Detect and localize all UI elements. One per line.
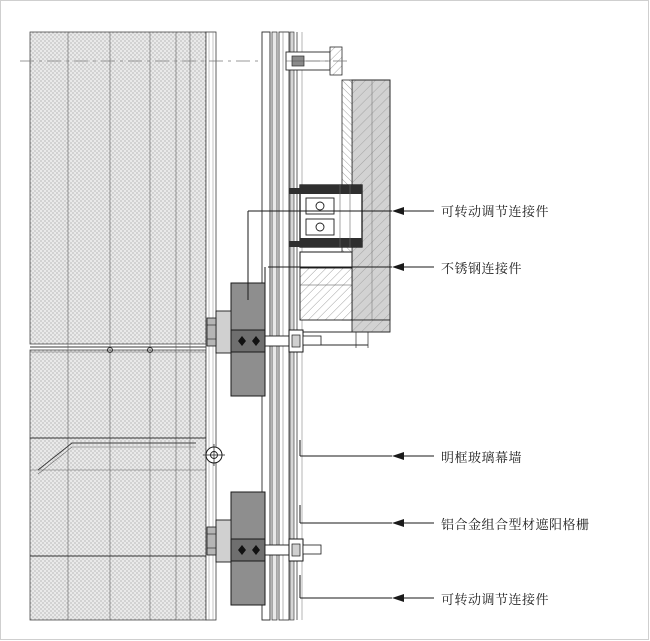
callout-rotatable-top: 可转动调节连接件 [441,205,550,220]
callout-glass-curtain-wall: 明框玻璃幕墙 [441,451,523,466]
leader-arrow-tails [404,211,434,598]
curtain-wall-mullion-stack [262,32,302,620]
callout-rotatable-bottom: 可转动调节连接件 [441,593,550,608]
left-glass-panel-assembly [30,32,206,620]
upper-rotatable-bracket [289,185,362,247]
callout-aluminum-louver: 铝合金组合型材遮阳格栅 [441,518,590,533]
leader-arrowheads [392,207,404,602]
callout-stainless: 不锈钢连接件 [441,262,523,277]
